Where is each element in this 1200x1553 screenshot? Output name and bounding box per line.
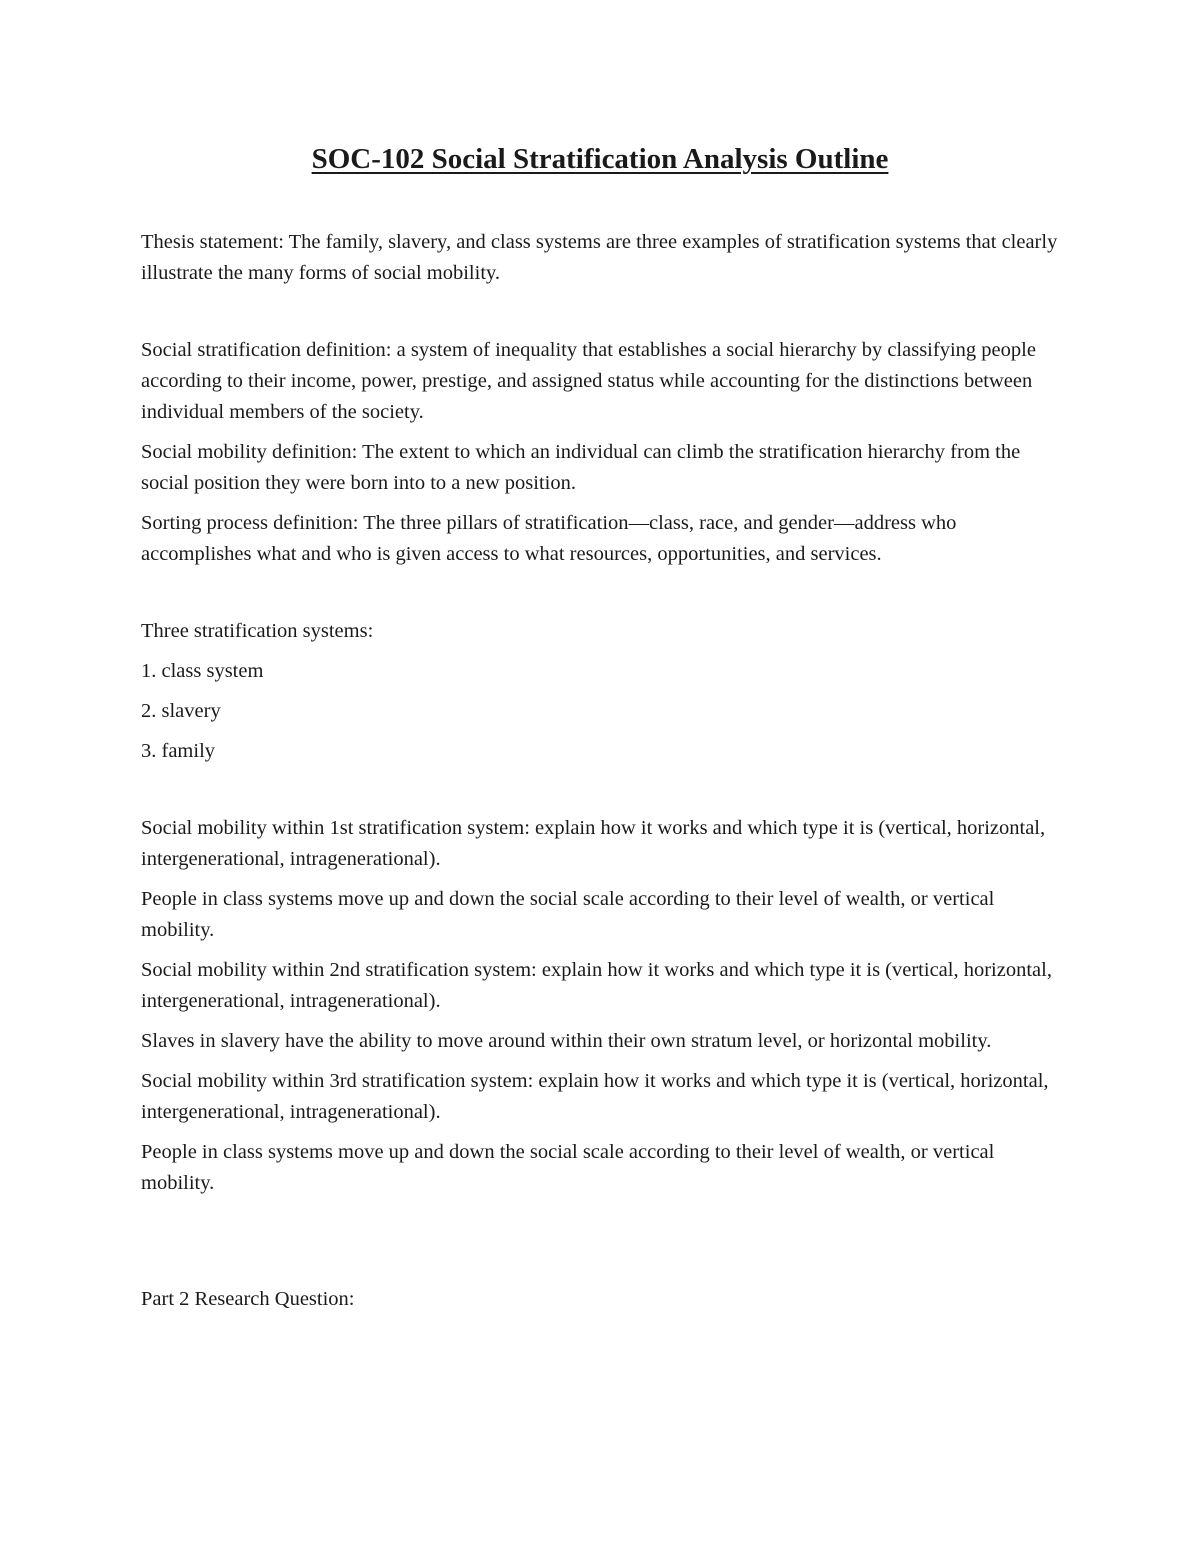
mobility-3-prompt: Social mobility within 3rd stratification system: explain how it works and which type it is (vertical, horizontal, intergenerational, intragenerational). — [141, 1070, 1049, 1123]
mobility-1-answer: People in class systems move up and down the social scale according to their level of wealth, or vertical mobility. — [141, 888, 995, 941]
mobility-3-answer: People in class systems move up and down the social scale according to their level of wealth, or vertical mobility. — [141, 1141, 995, 1194]
system-item-3: 3. family — [141, 740, 216, 762]
mobility-2-prompt: Social mobility within 2nd stratification system: explain how it works and which type it is (vertical, horizontal, intergenerational, intragenerational). — [141, 959, 1052, 1012]
mobility-definition: Social mobility definition: The extent to which an individual can climb the stratification hierarchy from the social position they were born into to a new position. — [141, 441, 1021, 494]
thesis-statement: Thesis statement: The family, slavery, and class systems are three examples of stratification systems that clearly illustrate the many forms of social mobility. — [141, 231, 1058, 284]
mobility-2-answer: Slaves in slavery have the ability to move around within their own stratum level, or horizontal mobility. — [141, 1030, 992, 1052]
system-item-1: 1. class system — [141, 660, 264, 682]
part2-heading: Part 2 Research Question: — [141, 1288, 355, 1310]
sorting-definition: Sorting process definition: The three pillars of stratification—class, race, and gender—address who accomplishes what and who is given access to what resources, opportunities, and services. — [141, 512, 957, 565]
document-body — [141, 227, 1061, 1315]
document-title: SOC-102 Social Stratification Analysis Outline — [311, 143, 889, 175]
mobility-1-prompt: Social mobility within 1st stratification system: explain how it works and which type it is (vertical, horizontal, intergenerational, intragenerational). — [141, 817, 1046, 870]
systems-heading: Three stratification systems: — [141, 620, 374, 642]
stratification-definition: Social stratification definition: a system of inequality that establishes a social hierarchy by classifying people according to their income, power, prestige, and assigned status while accounting for the distinctions between individual members of the society. — [141, 339, 1036, 423]
system-item-2: 2. slavery — [141, 700, 221, 722]
